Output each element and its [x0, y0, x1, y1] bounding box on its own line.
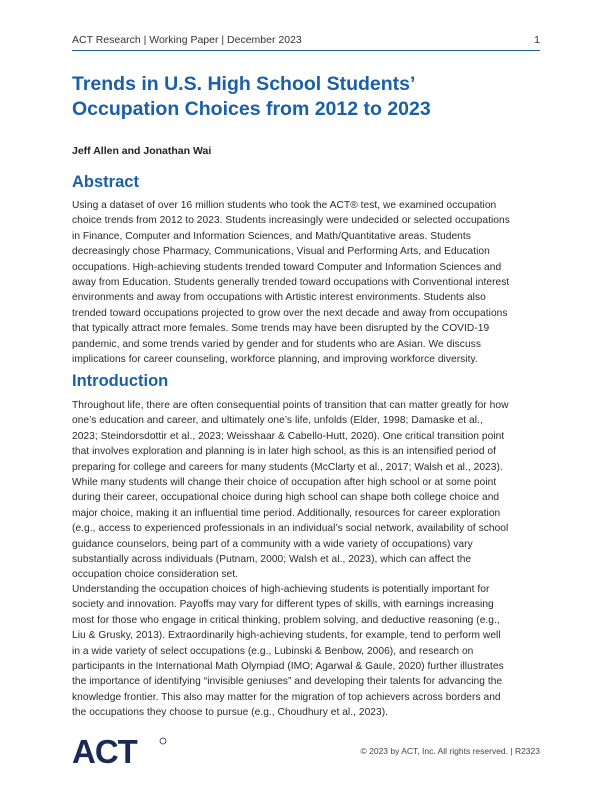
abstract-line: trended toward occupations projected to grow over the next decade and away from occupations: [72, 307, 508, 319]
abstract-line: away from Education. Students generally trended toward occupations with Conventional interest: [72, 277, 510, 289]
abstract-line: that typically attract more females. Some trends may have been disrupted by the COVID-19: [72, 323, 490, 335]
act-logo-text: ACT: [72, 734, 137, 768]
abstract-line: decreasingly chose Pharmacy, Communications, Visual and Performing Arts, and Education: [72, 246, 490, 258]
intro-p1-line: Throughout life, there are often consequential points of transition that can matter greatly for how: [72, 400, 509, 411]
abstract-line: occupations. High-achieving students trended toward Computer and Information Sciences and: [72, 261, 502, 273]
act-logo: [72, 734, 172, 768]
intro-p1-line: one’s education and career, and ultimately one’s life, unfolds (Elder, 1998; Damaske et al.,: [72, 415, 483, 427]
running-header: [72, 34, 540, 48]
intro-p1-line: major choice, making it an influential time period. Additionally, resources for career exploration: [72, 507, 501, 519]
intro-p1-line: substantially across individuals (Putnam, 2000; Walsh et al., 2023), which can affect the: [72, 554, 472, 566]
intro-p1-line: occupation choice consideration set.: [72, 569, 239, 581]
introduction-paragraph-2: [72, 582, 540, 721]
intro-p1-line: preparing for college and careers for many students (McClarty et al., 2017; Walsh et al., 2023).: [72, 461, 503, 473]
page-number: 1: [534, 34, 540, 46]
abstract-line: environments and away from occupations with Artistic interest environments. Students also: [72, 292, 486, 304]
intro-p2-line: knowledge frontier. This also may matter for the migration of top achievers across borders and: [72, 691, 501, 703]
abstract-paragraph: [72, 198, 540, 367]
introduction-heading: Introduction: [72, 372, 169, 390]
title-line-2: Occupation Choices from 2012 to 2023: [72, 98, 431, 120]
intro-p2-line: in a wide variety of select occupations (e.g., Lubinski & Benbow, 2006), and research on: [72, 645, 474, 657]
introduction-paragraph-1: [72, 398, 540, 583]
abstract-line: choice trends from 2012 to 2023. Students increasingly were undecided or selected occupations: [72, 215, 510, 227]
intro-p2-line: Understanding the occupation choices of high-achieving students is potentially important for: [72, 584, 490, 595]
intro-p1-line: that involves exploration and planning is in later high school, as this is an intensified period of: [72, 446, 497, 458]
abstract-line: pandemic, and some trends varied by gender and for students who are Asian. We discuss: [72, 338, 481, 350]
intro-p1-line: While many students will change their choice of occupation after high school or at some point: [72, 477, 497, 489]
abstract-heading: Abstract: [72, 173, 139, 191]
intro-p2-line: the importance of identifying “invisible geniuses” and developing their talents for advancing the: [72, 676, 503, 688]
intro-p2-line: Liu & Grusky, 2013). Extraordinarily high-achieving students, for example, tend to perform well: [72, 630, 501, 642]
intro-p1-line: guidance counselors, being part of a community with a wide variety of occupations) vary: [72, 538, 473, 550]
title-line-1: Trends in U.S. High School Students’: [72, 73, 416, 95]
abstract-line: in Finance, Computer and Information Sciences, and Math/Quantitative areas. Students: [72, 230, 471, 242]
abstract-line: implications for career counseling, workforce planning, and improving workforce diversity.: [72, 354, 478, 366]
intro-p2-line: most for those who engage in critical thinking, problem solving, and deductive reasoning (e.g.,: [72, 614, 500, 626]
intro-p2-line: society and innovation. Payoffs may vary for different types of skills, with earnings increasing: [72, 599, 494, 611]
intro-p1-line: 2023; Steindorsdottir et al., 2023; Weisshaar & Cabello-Hutt, 2020). One critical transition point: [72, 430, 505, 442]
copyright-notice: © 2023 by ACT, Inc. All rights reserved. | R2323: [360, 746, 540, 756]
header-rule: [72, 50, 540, 51]
abstract-line: Using a dataset of over 16 million students who took the ACT® test, we examined occupation: [72, 200, 497, 211]
author-list: Jeff Allen and Jonathan Wai: [72, 145, 212, 157]
intro-p1-line: (e.g., access to experienced professionals in an individual’s social network, availability of school: [72, 523, 509, 535]
paper-title: [72, 72, 540, 122]
intro-p2-line: the occupations they choose to pursue (e.g., Choudhury et al., 2023).: [72, 707, 389, 719]
running-title: ACT Research | Working Paper | December 2023: [72, 34, 302, 46]
intro-p2-line: participants in the International Math Olympiad (IMO; Agarwal & Gaule, 2020) further illustrates: [72, 661, 504, 673]
registered-mark-icon: [160, 738, 166, 744]
intro-p1-line: during their career, occupational choice during high school can shape both college choice and: [72, 492, 500, 504]
